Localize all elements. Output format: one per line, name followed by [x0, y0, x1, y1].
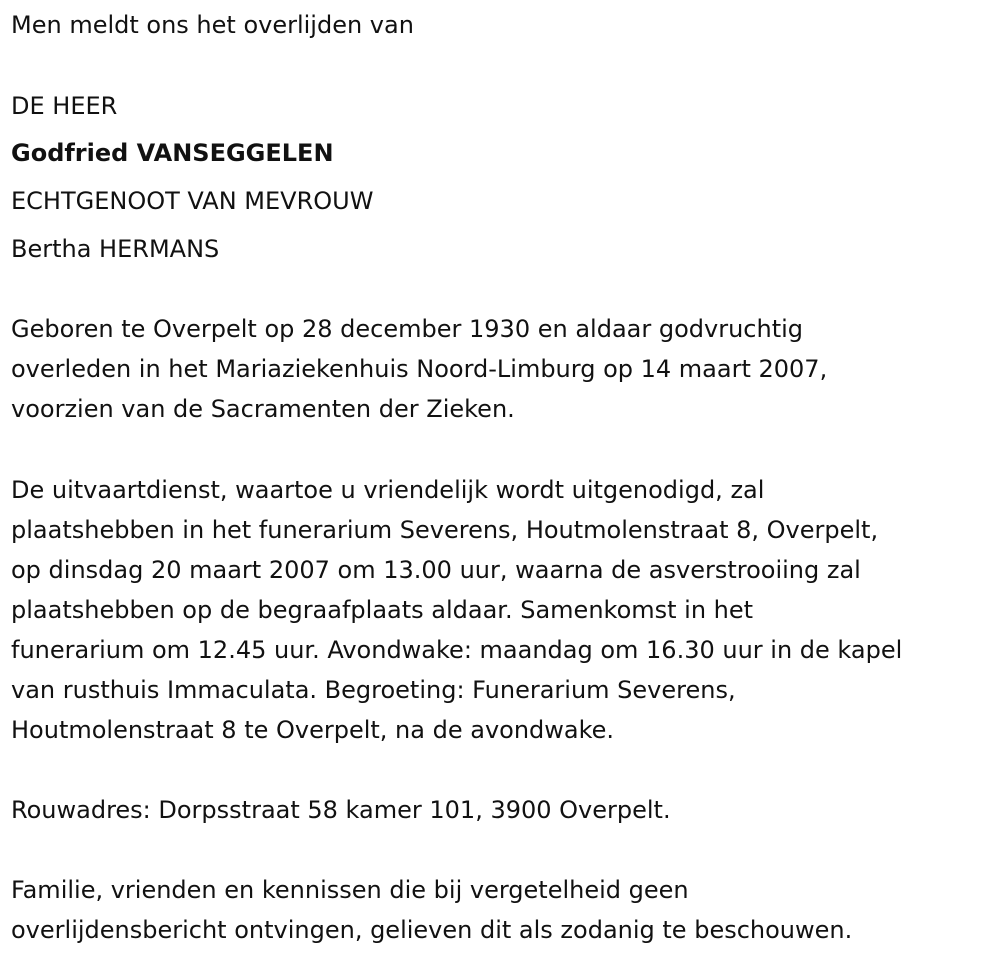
funeral-line: plaatshebben in het funerarium Severens, Houtmolenstraat 8, Overpelt,	[11, 516, 879, 544]
deceased-name: Godfried VANSEGGELEN	[11, 139, 334, 167]
funeral-line: van rusthuis Immaculata. Begroeting: Funerarium Severens,	[11, 676, 736, 704]
funeral-line: funerarium om 12.45 uur. Avondwake: maandag om 16.30 uur in de kapel	[11, 636, 903, 664]
closing-line: Familie, vrienden en kennissen die bij vergetelheid geen	[11, 876, 689, 904]
title-line: DE HEER	[11, 92, 118, 120]
funeral-line: op dinsdag 20 maart 2007 om 13.00 uur, waarna de asverstrooiing zal	[11, 556, 861, 584]
birth-death-line: voorzien van de Sacramenten der Zieken.	[11, 395, 515, 423]
birth-death-line: Geboren te Overpelt op 28 december 1930 en aldaar godvruchtig	[11, 315, 803, 343]
relation-line: ECHTGENOOT VAN MEVROUW	[11, 187, 374, 215]
closing-line: overlijdensbericht ontvingen, gelieven dit als zodanig te beschouwen.	[11, 916, 853, 944]
spouse-name: Bertha HERMANS	[11, 235, 220, 263]
funeral-line: De uitvaartdienst, waartoe u vriendelijk wordt uitgenodigd, zal	[11, 476, 765, 504]
funeral-line: Houtmolenstraat 8 te Overpelt, na de avondwake.	[11, 716, 615, 744]
funeral-line: plaatshebben op de begraafplaats aldaar. Samenkomst in het	[11, 596, 754, 624]
intro-line: Men meldt ons het overlijden van	[11, 11, 414, 39]
birth-death-line: overleden in het Mariaziekenhuis Noord-Limburg op 14 maart 2007,	[11, 355, 828, 383]
mourning-address: Rouwadres: Dorpsstraat 58 kamer 101, 3900 Overpelt.	[11, 796, 671, 824]
